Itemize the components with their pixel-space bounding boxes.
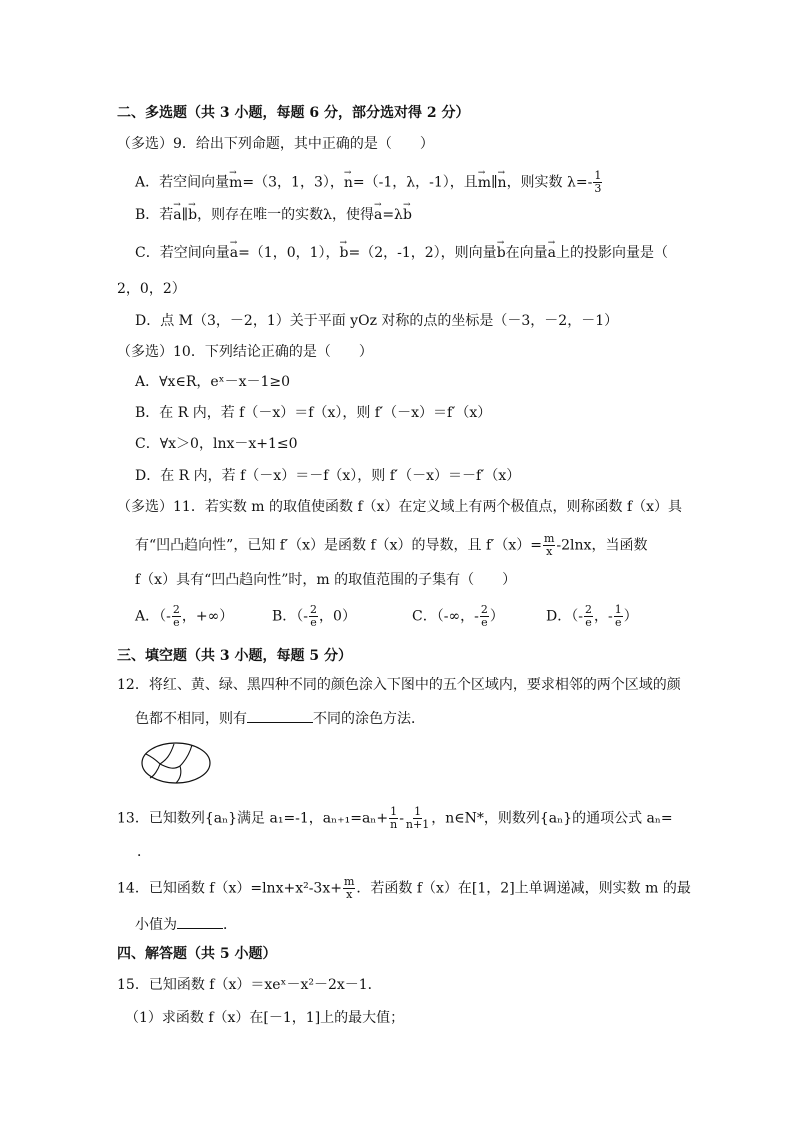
section-2-heading: 二、多选题（共 3 小题，每题 6 分，部分选对得 2 分） [117,105,470,121]
question-11-option-d: D．（- $\frac{2}{e}$ ，- $\frac{1}{e}$ ） [546,603,638,629]
question-15-stem: 15．已知函数 f（x）＝xeˣ－x²－2x－1． [117,977,382,993]
five-region-diagram [140,740,212,786]
question-11-option-b: B．（- $\frac{2}{e}$ ，0） [272,603,356,629]
vector-n: → n [344,173,353,193]
question-9-option-a: A．若空间向量→ m=（3，1，3），→ n=（-1，λ，-1），且→ m∥→ n，则实数 λ=- $\frac{1}{3}$ [135,170,603,195]
question-12-line-2: 色都不相同，则有 不同的涂色方法． [135,708,425,729]
question-11-option-a: A．（- $\frac{2}{e}$ ，+∞） [135,603,234,629]
question-11-option-c: C．（-∞，- $\frac{2}{e}$ ） [412,603,504,629]
question-10-option-d: D．在 R 内，若 f（－x）＝－f（x），则 f′（－x）＝－f′（x） [135,468,521,484]
question-13-end: ． [137,844,151,860]
answer-blank-12 [247,708,313,723]
question-9-option-c-continued: 2，0，2） [117,281,186,297]
section-3-heading: 三、填空题（共 3 小题，每题 5 分） [117,648,352,664]
question-14-line-2: 小值为 ． [135,914,237,935]
question-11-line-2: 有“凹凸趋向性”，已知 f′（x）是函数 f（x）的导数，且 f′（x）= $\frac{m}{x}$ -2lnx，当函数 [135,532,648,558]
question-9-option-c: C．若空间向量→ a=（1，0，1），→ b=（2，-1，2），则向量→ b在向量→ a上的投影向量是（ [135,243,668,263]
question-11-line-1: （多选）11．若实数 m 的取值使函数 f（x）在定义域上有两个极值点，则称函数 f（x）具 [117,499,683,515]
question-9-option-b: B．若→ a∥→ b，则存在唯一的实数λ，使得→ a=λ→ b [135,205,412,225]
answer-blank-14 [177,914,223,929]
question-12-line-1: 12．将红、黄、绿、黑四种不同的颜色涂入下图中的五个区域内，要求相邻的两个区域的颜 [117,677,681,693]
vector-m: → m [229,173,242,193]
question-10-stem: （多选）10．下列结论正确的是（ ） [117,344,373,360]
question-13-line-1: 13．已知数列{aₙ}满足 a₁=-1，aₙ₊₁=aₙ+ $\frac{1}{n}$ - $\frac{1}{n+1}$ ，n∈N*，则数列{aₙ}的通项公式 aₙ= [117,805,673,831]
question-9-option-d: D．点 M（3，－2，1）关于平面 yOz 对称的点的坐标是（－3，－2，－1） [135,313,619,329]
question-10-option-a: A．∀x∈R，eˣ－x－1≥0 [135,374,291,390]
question-10-option-b: B．在 R 内，若 f（－x）＝f（x），则 f′（－x）＝f′（x） [135,405,492,421]
question-11-line-3: f（x）具有“凹凸趋向性”时，m 的取值范围的子集有（ ） [135,572,517,588]
question-10-option-c: C．∀x＞0，lnx－x+1≤0 [135,436,298,452]
question-14-line-1: 14．已知函数 f（x）=lnx+x²-3x+ $\frac{m}{x}$ ．若函数 f（x）在[1，2]上单调递减，则实数 m 的最 [117,875,691,901]
section-4-heading: 四、解答题（共 5 小题） [117,946,277,962]
question-15-part-1: （1）求函数 f（x）在[－1，1]上的最大值； [125,1010,405,1026]
fraction-one-third: $\frac{1}{3}$ [594,169,602,195]
question-9-stem: （多选）9．给出下列命题，其中正确的是（ ） [117,136,434,152]
